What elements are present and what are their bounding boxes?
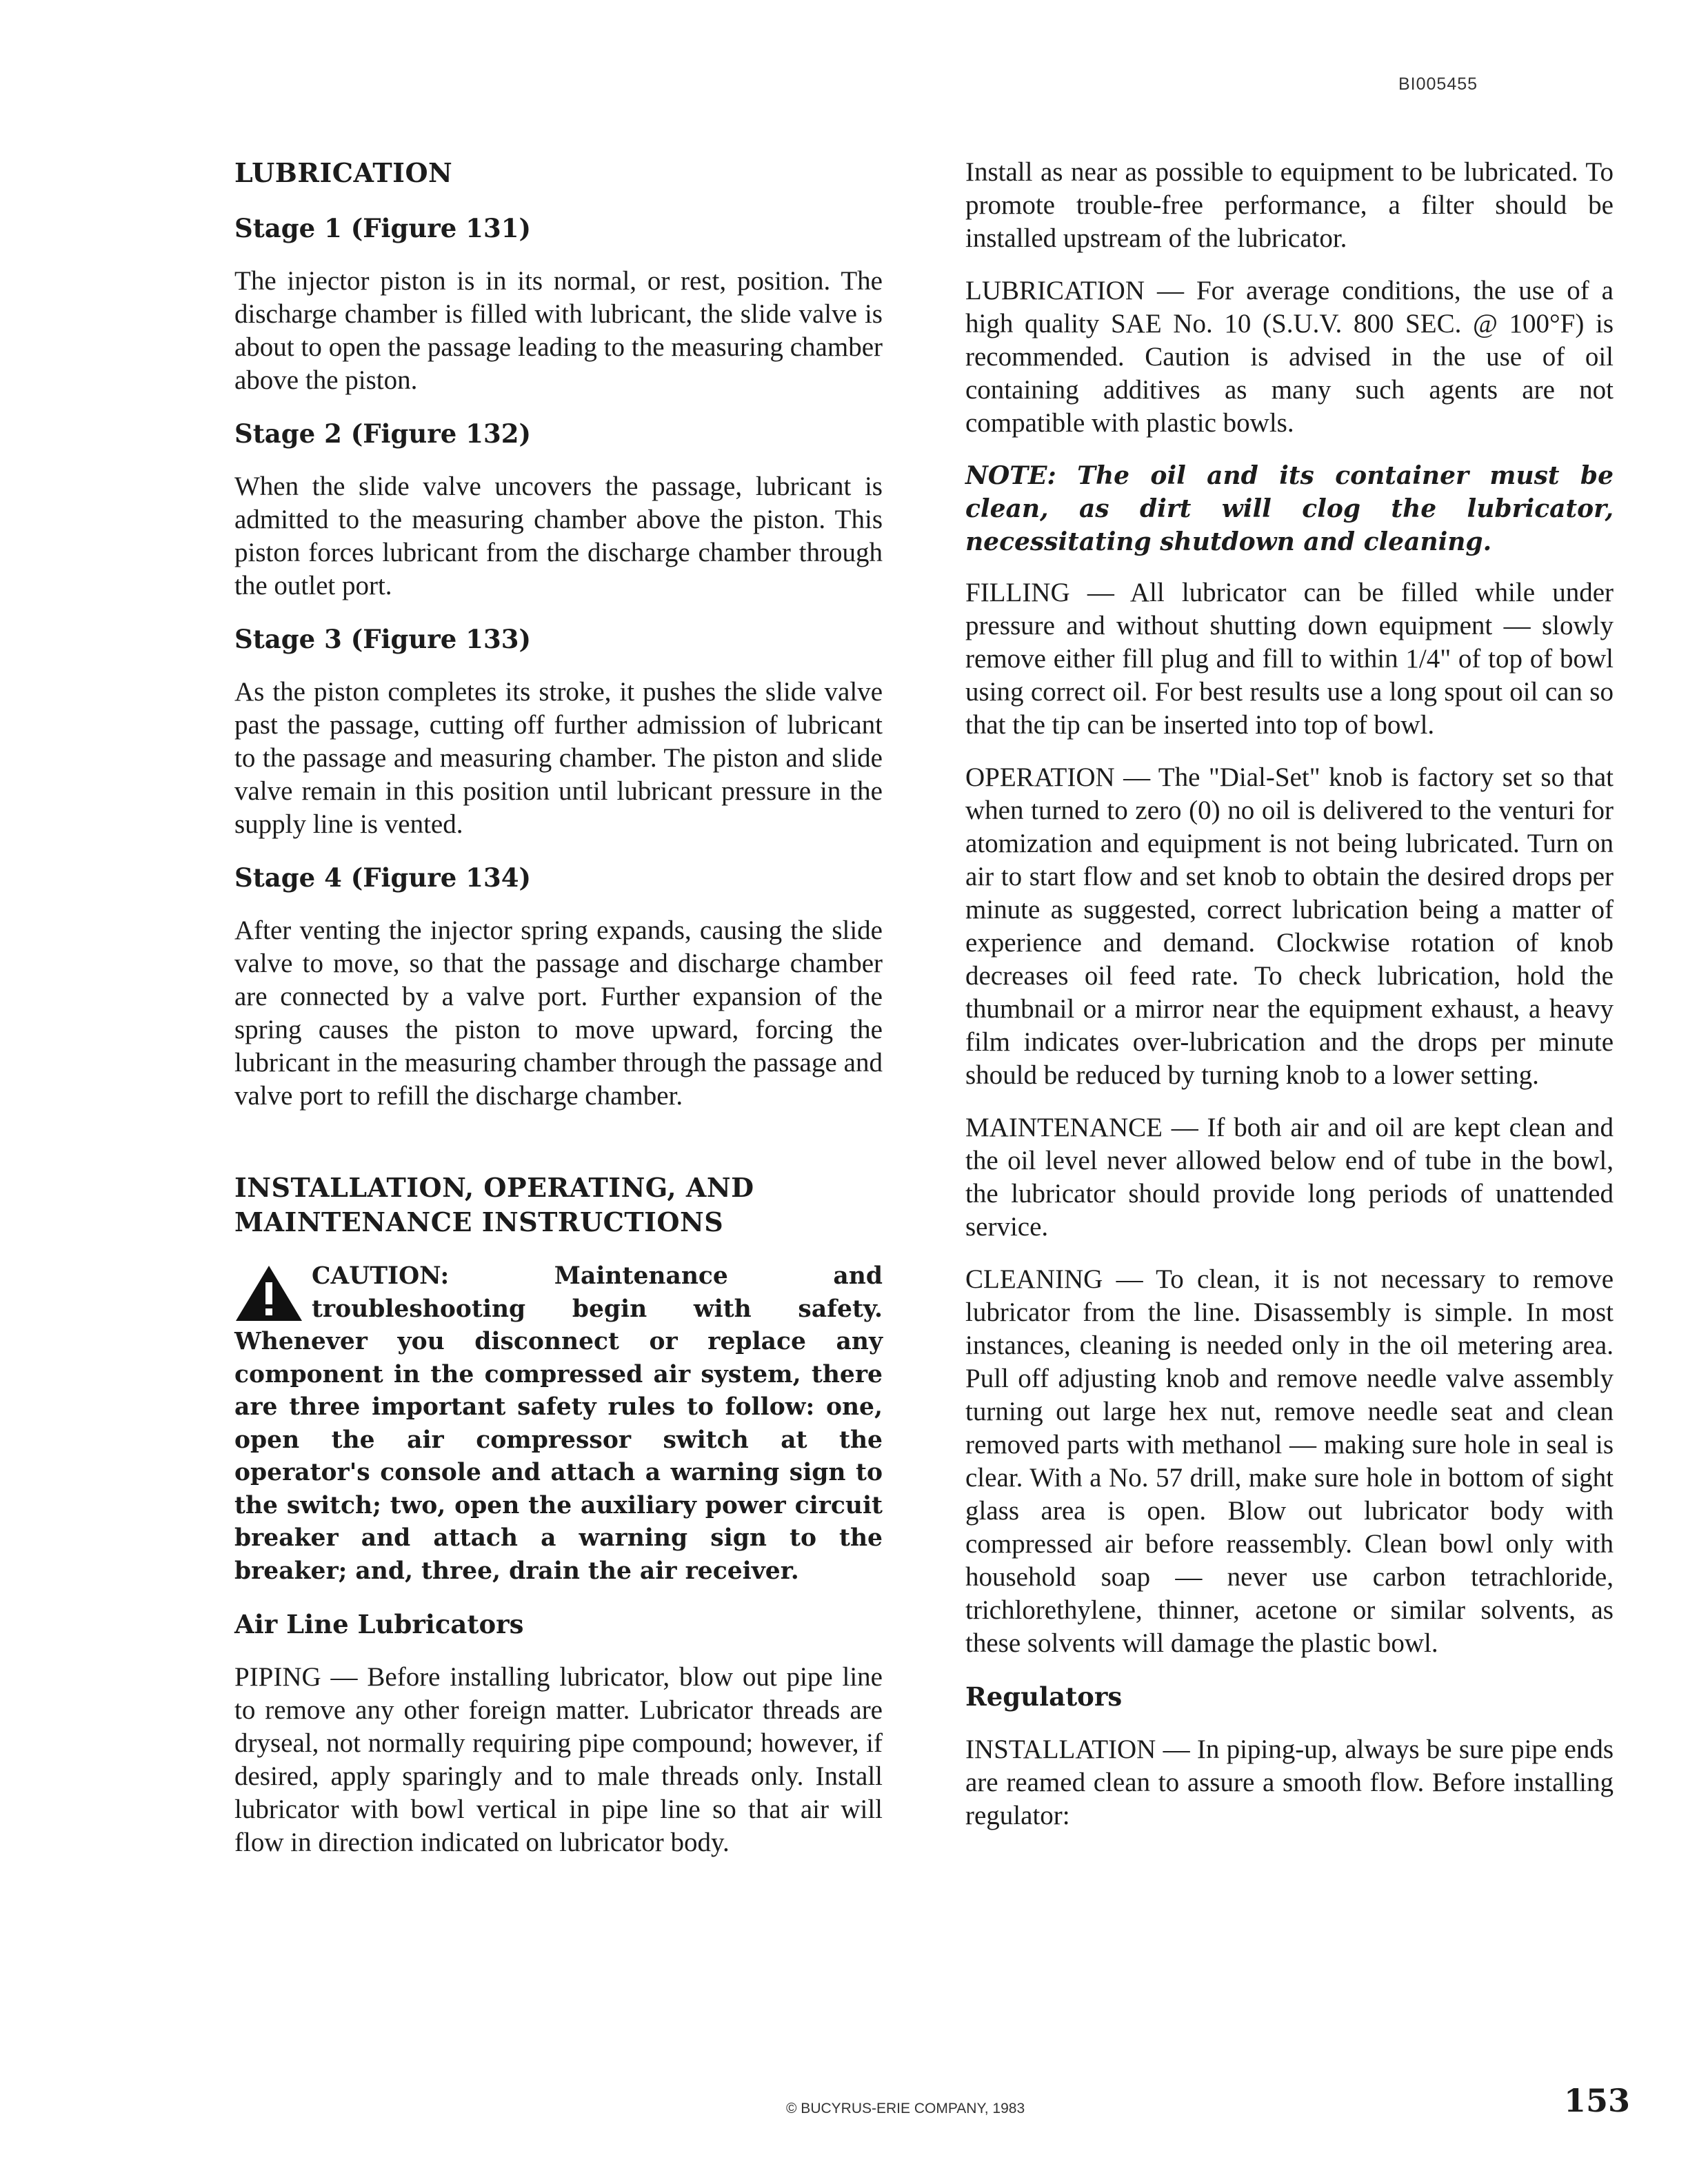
stage-3-text: As the piston completes its stroke, it pushes the slide valve past the passage, cutting off further admission of lubricant to the passage and measuring chamber. The piston and slide valve remain in this position until lubricant pressure in the supply line is vented. bbox=[234, 677, 883, 839]
document-id: BI005455 bbox=[1398, 74, 1478, 94]
lubrication-heading: LUBRICATION bbox=[234, 157, 453, 188]
installation-heading: INSTALLATION, OPERATING, AND MAINTENANCE INSTRUCTIONS bbox=[234, 1172, 754, 1237]
copyright-notice: © BUCYRUS-ERIE COMPANY, 1983 bbox=[786, 2101, 1025, 2116]
regulators-heading: Regulators bbox=[965, 1681, 1123, 1712]
filling-text: FILLING — All lubricator can be filled while under pressure and without shutting down equipment — slowly remove either fill plug and fill to within 1/4" of top of bowl using correct oil. For best results use a long spout oil can so that the tip can be inserted into top of bowl. bbox=[965, 578, 1614, 740]
stage-4-text: After venting the injector spring expands, causing the slide valve to move, so that the passage and discharge chamber are connected by a valve port. Further expansion of the spring causes the piston to move upward, forcing the lubricant in the measuring chamber through the passage and valve port to refill the discharge chamber. bbox=[234, 916, 883, 1111]
stage-1-text: The injector piston is in its normal, or rest, position. The discharge chamber is filled with lubricant, the slide valve is about to open the passage leading to the measuring chamber above the piston. bbox=[234, 266, 883, 395]
lubrication-text: LUBRICATION — For average conditions, the use of a high quality SAE No. 10 (S.U.V. 800 SEC. @ 100°F) is recommended. Caution is advised in the use of oil containing additives as many such agents are not compatible with plastic bowls. bbox=[965, 276, 1614, 438]
stage-2-heading: Stage 2 (Figure 132) bbox=[234, 418, 531, 449]
stage-3-heading: Stage 3 (Figure 133) bbox=[234, 624, 531, 654]
section-spacer bbox=[234, 1132, 883, 1171]
right-column bbox=[965, 156, 1614, 1852]
piping-text: PIPING — Before installing lubricator, blow out pipe line to remove any other foreign matter. Lubricator threads are dryseal, not normally requiring pipe compound; however, if desired, apply sparingly and to male threads only. Install lubricator with bowl vertical in pipe line so that air will flow in direction indicated on lubricator body. bbox=[234, 1662, 883, 1857]
caution-text: CAUTION: Maintenance and troubleshooting begin with safety. Whenever you disconnect or replace any component in the compressed air system, there are three important safety rules to follow: one, open the air compressor switch at the operator's console and attach a warning sign to the switch; two, open the auxiliary power circuit breaker and attach a warning sign to the breaker; and, three, drain the air receiver. bbox=[234, 1262, 883, 1585]
page-number: 153 bbox=[1564, 2082, 1631, 2119]
stage-1-heading: Stage 1 (Figure 131) bbox=[234, 213, 531, 243]
air-line-lubricators-heading: Air Line Lubricators bbox=[234, 1609, 524, 1639]
note-text: NOTE: The oil and its container must be clean, as dirt will clog the lubricator, necessitating shutdown and cleaning. bbox=[965, 461, 1614, 556]
warning-triangle-icon bbox=[234, 1264, 303, 1322]
left-column bbox=[234, 156, 883, 1879]
stage-2-text: When the slide valve uncovers the passage, lubricant is admitted to the measuring chamber above the piston. This piston forces lubricant from the discharge chamber through the outlet port. bbox=[234, 472, 883, 600]
regulators-installation-text: INSTALLATION — In piping-up, always be sure pipe ends are reamed clean to assure a smooth flow. Before installing regulator: bbox=[965, 1735, 1614, 1830]
cleaning-text: CLEANING — To clean, it is not necessary to remove lubricator from the line. Disassembly is simple. In most instances, cleaning is needed only in the oil metering area. Pull off adjusting knob and remove needle valve assembly turning out large hex nut, remove needle seat and clean removed parts with methanol — making sure hole in seal is clear. With a No. 57 drill, make sure hole in bottom of sight glass area is open. Blow out lubricator body with compressed air before reassembly. Clean bowl only with household soap — never use carbon tetrachloride, trichlorethylene, thinner, acetone or similar solvents, as these solvents will damage the plastic bowl. bbox=[965, 1264, 1614, 1658]
caution-block bbox=[234, 1260, 883, 1588]
operation-text: OPERATION — The "Dial-Set" knob is factory set so that when turned to zero (0) no oil is delivered to the venturi for atomization and equipment is not being lubricated. Turn on air to start flow and set knob to obtain the desired drops per minute as suggested, correct lubrication being a matter of experience and demand. Clockwise rotation of knob decreases oil feed rate. To check lubrication, hold the thumbnail or a mirror near the equipment exhaust, a heavy film indicates over-lubrication and the drops per minute should be reduced by turning knob to a lower setting. bbox=[965, 762, 1614, 1090]
maintenance-text: MAINTENANCE — If both air and oil are kept clean and the oil level never allowed below end of tube in the bowl, the lubricator should provide long periods of unattended service. bbox=[965, 1113, 1614, 1242]
stage-4-heading: Stage 4 (Figure 134) bbox=[234, 862, 531, 893]
install-continued-text: Install as near as possible to equipment to be lubricated. To promote trouble-free performance, a filter should be installed upstream of the lubricator. bbox=[965, 157, 1614, 253]
